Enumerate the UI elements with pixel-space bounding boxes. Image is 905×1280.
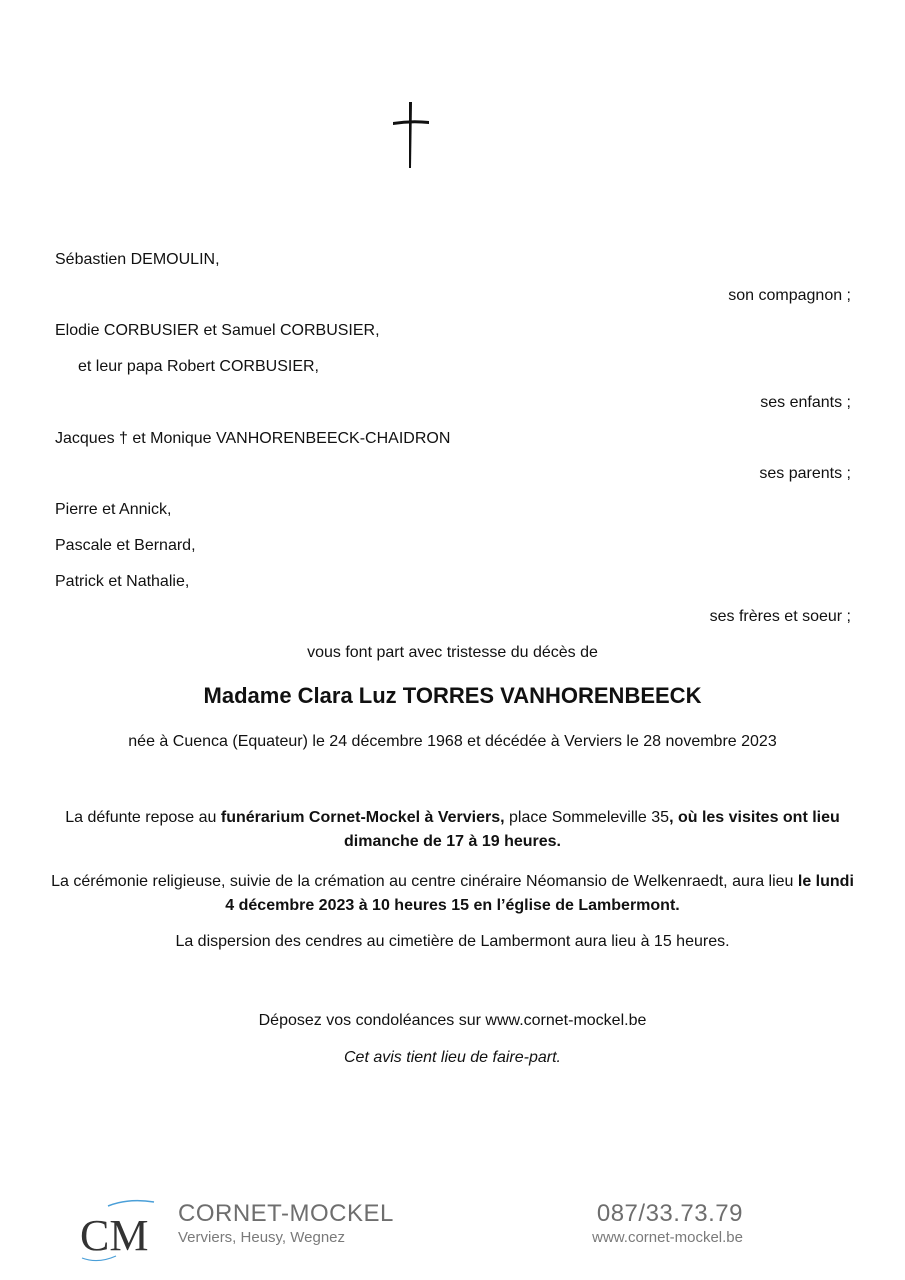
siblings-role: ses frères et soeur ; (709, 608, 851, 625)
companion-role: son compagnon ; (728, 287, 851, 304)
website-link[interactable]: www.cornet-mockel.be (592, 1229, 743, 1246)
companion-name: Sébastien DEMOULIN, (55, 251, 220, 268)
sibling-line: Pascale et Bernard, (55, 537, 196, 554)
ceremony-date: le lundi 4 décembre 2023 à 10 heures 15 en l’église de Lambermont. (225, 873, 854, 914)
children-line-2: et leur papa Robert CORBUSIER, (78, 358, 319, 375)
dispersion-text: La dispersion des cendres au cimetière de Lambermont aura lieu à 15 heures. (175, 933, 730, 950)
cross-icon (391, 100, 431, 170)
repose-text: La défunte repose au (65, 809, 221, 826)
sibling-line: Patrick et Nathalie, (55, 573, 190, 590)
footer-contact-block (592, 1200, 743, 1248)
sibling-line: Pierre et Annick, (55, 501, 172, 518)
visiting-hours: , où les visites ont lieu dimanche de 17 à 19 heures. (344, 809, 840, 850)
funerarium-name: funérarium Cornet-Mockel à Verviers, (220, 809, 505, 826)
brand-locations: Verviers, Heusy, Wegnez (178, 1229, 346, 1246)
cornet-mockel-logo (78, 1198, 158, 1264)
phone-number: 087/33.73.79 (596, 1200, 743, 1227)
brand-name: CORNET-MOCKEL (178, 1200, 394, 1227)
children-role: ses enfants ; (760, 394, 851, 411)
children-line-1: Elodie CORBUSIER et Samuel CORBUSIER, (55, 322, 380, 339)
announcement-intro: vous font part avec tristesse du décès de (307, 644, 598, 661)
repose-paragraph (50, 806, 855, 854)
parents-role: ses parents ; (759, 465, 851, 482)
footer-brand-block (178, 1200, 394, 1248)
logo-c: CM (80, 1211, 149, 1260)
ceremony-paragraph (50, 870, 855, 918)
ceremony-text: La cérémonie religieuse, suivie de la crémation au centre cinéraire Néomansio de Welkenraedt, aura lieu (51, 873, 798, 890)
birth-death-dates: née à Cuenca (Equateur) le 24 décembre 1968 et décédée à Verviers le 28 novembre 2023 (128, 733, 777, 750)
deceased-name: Madame Clara Luz TORRES VANHORENBEECK (203, 683, 702, 708)
address: place Sommeleville 35 (504, 809, 670, 826)
notice-text: Cet avis tient lieu de faire-part. (344, 1049, 561, 1066)
condolences-text: Déposez vos condoléances sur www.cornet-mockel.be (258, 1012, 647, 1029)
parents-name: Jacques † et Monique VANHORENBEECK-CHAIDRON (55, 430, 451, 447)
